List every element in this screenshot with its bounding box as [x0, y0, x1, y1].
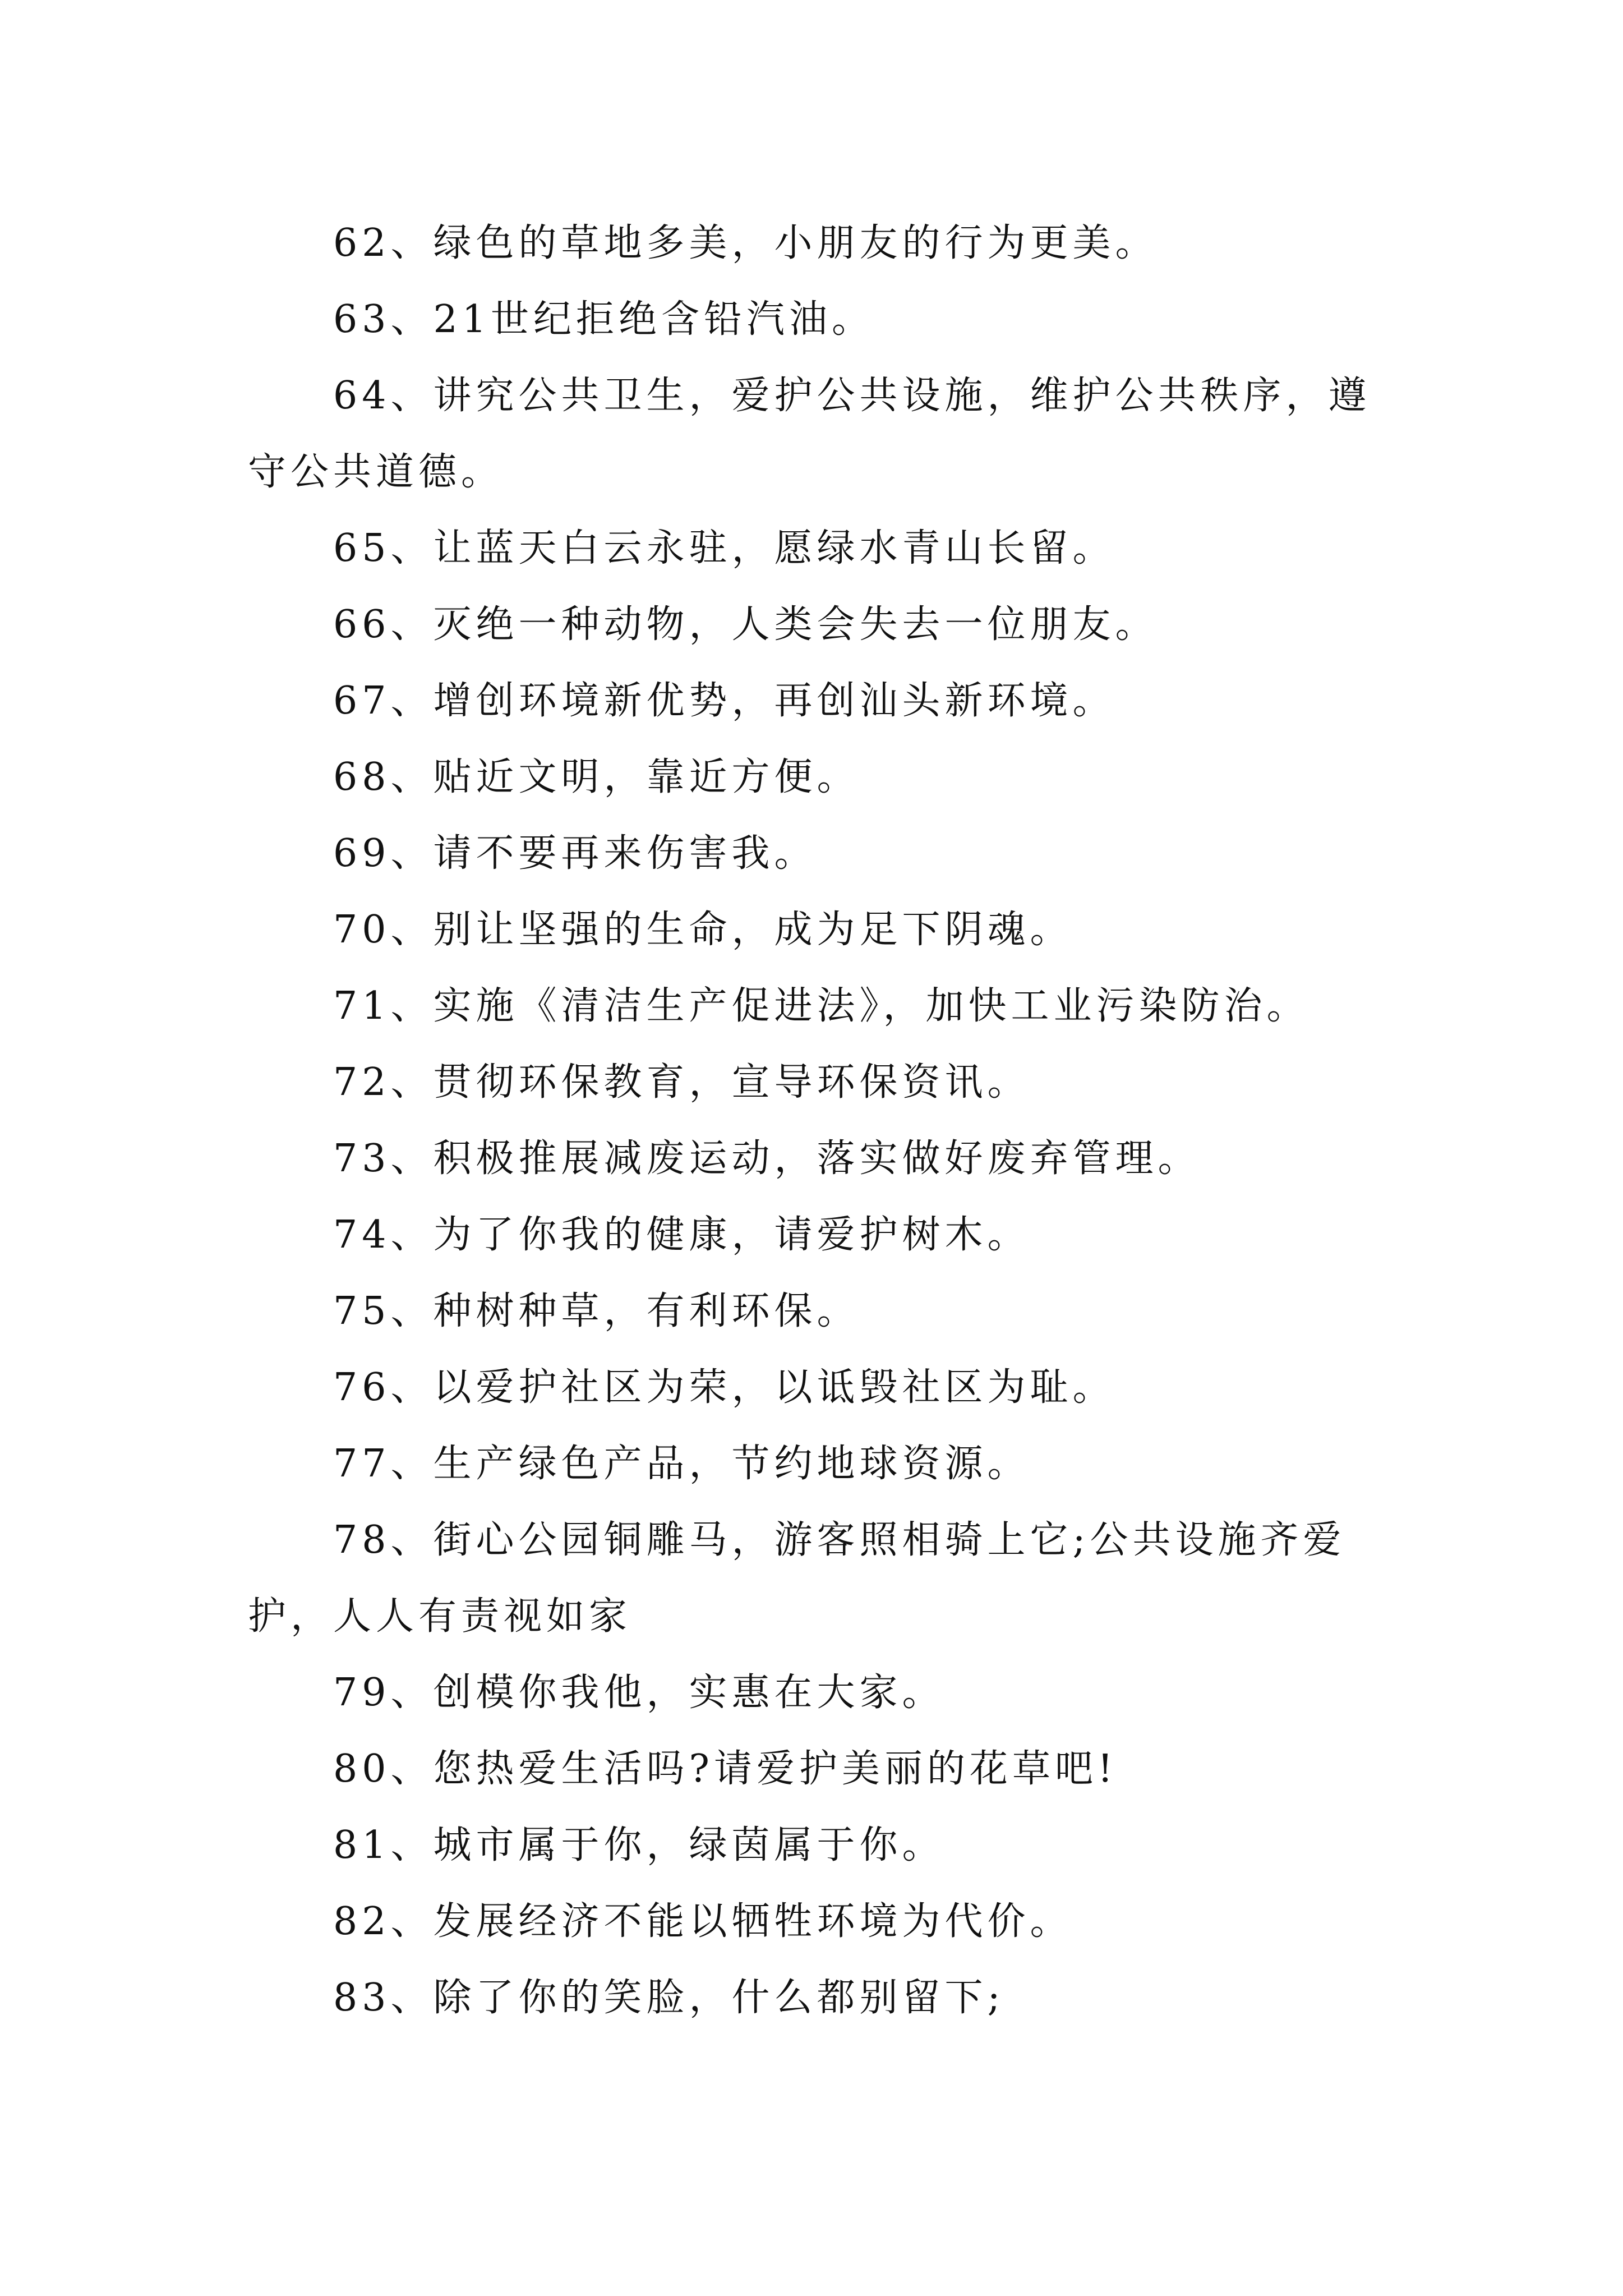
slogan-paragraph-64: 64、讲究公共卫生，爱护公共设施，维护公共秩序，遵守公共道德。 — [248, 374, 1371, 494]
slogan-paragraph-68: 68、贴近文明，靠近方便。 — [333, 755, 860, 799]
slogan-paragraph-69: 69、请不要再来伤害我。 — [333, 831, 817, 876]
document-body — [248, 205, 1390, 2036]
slogan-paragraph-71: 71、实施《清洁生产促进法》，加快工业污染防治。 — [333, 984, 1310, 1028]
slogan-paragraph-65: 65、让蓝天白云永驻，愿绿水青山长留。 — [333, 526, 1115, 570]
slogan-paragraph-73: 73、积极推展减废运动，落实做好废弃管理。 — [333, 1137, 1201, 1181]
slogan-paragraph-70: 70、别让坚强的生命，成为足下阴魂。 — [333, 908, 1073, 952]
slogan-paragraph-79: 79、创模你我他，实惠在大家。 — [333, 1671, 945, 1715]
slogan-paragraph-83: 83、除了你的笑脸，什么都别留下; — [333, 1976, 1005, 2020]
slogan-paragraph-76: 76、以爱护社区为荣，以诋毁社区为耻。 — [333, 1365, 1115, 1410]
slogan-paragraph-80: 80、您热爱生活吗?请爱护美丽的花草吧! — [333, 1747, 1118, 1791]
slogan-paragraph-72: 72、贯彻环保教育，宣导环保资讯。 — [333, 1060, 1030, 1105]
slogan-paragraph-75: 75、种树种草，有利环保。 — [333, 1289, 860, 1333]
slogan-paragraph-77: 77、生产绿色产品，节约地球资源。 — [333, 1442, 1030, 1486]
slogan-paragraph-81: 81、城市属于你，绿茵属于你。 — [333, 1823, 945, 1867]
slogan-paragraph-63: 63、21世纪拒绝含铅汽油。 — [333, 297, 875, 342]
slogan-paragraph-67: 67、增创环境新优势，再创汕头新环境。 — [333, 679, 1115, 723]
slogan-paragraph-78: 78、街心公园铜雕马，游客照相骑上它;公共设施齐爱护，人人有责视如家 — [248, 1518, 1346, 1639]
slogan-paragraph-66: 66、灭绝一种动物，人类会失去一位朋友。 — [333, 602, 1158, 647]
slogan-paragraph-82: 82、发展经济不能以牺牲环境为代价。 — [333, 1899, 1073, 1944]
slogan-paragraph-74: 74、为了你我的健康，请爱护树木。 — [333, 1213, 1030, 1257]
slogan-paragraph-62: 62、绿色的草地多美，小朋友的行为更美。 — [333, 221, 1158, 265]
